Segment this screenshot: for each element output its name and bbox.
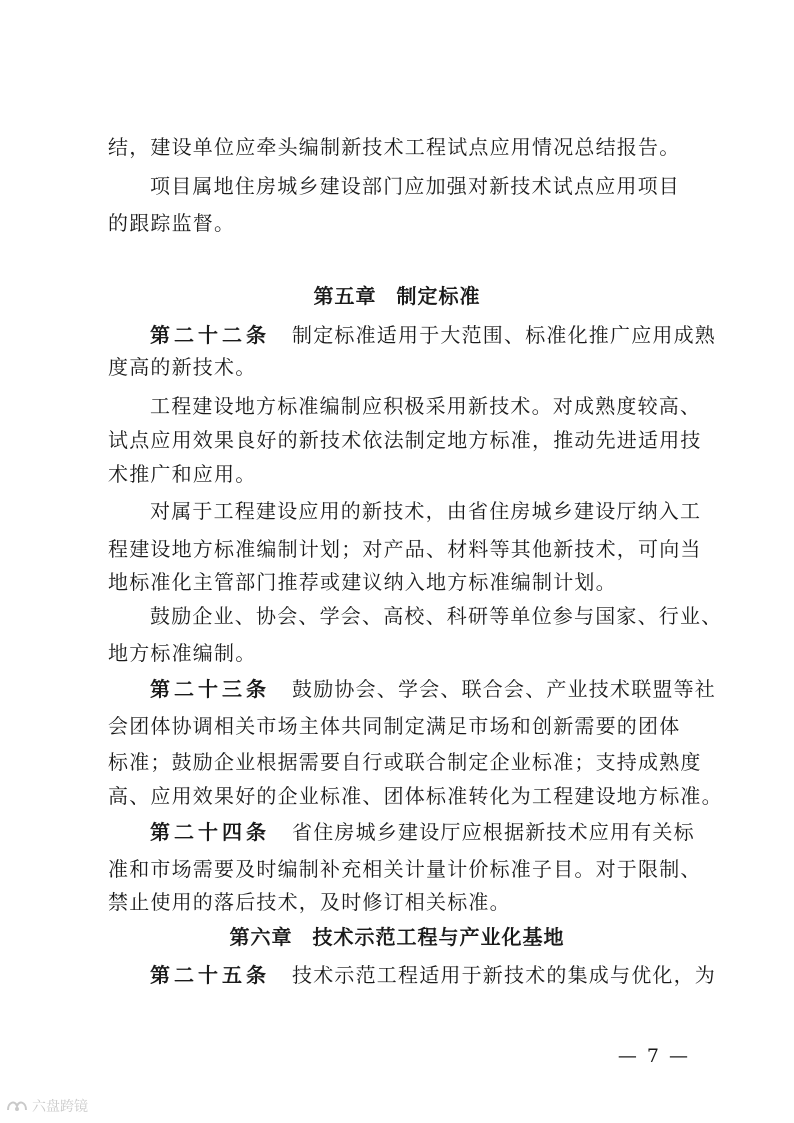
watermark	[6, 1096, 88, 1116]
chapter-heading-6	[0, 924, 794, 950]
text-line: 地标准化主管部门推荐或建议纳入地方标准编制计划。	[108, 570, 617, 594]
chapter-number: 第五章	[313, 284, 377, 308]
article-line	[150, 819, 695, 845]
text-line: 程建设地方标准编制计划；对产品、材料等其他新技术，可向当	[108, 537, 702, 561]
logo-icon	[6, 1098, 28, 1114]
text-line: 项目属地住房城乡建设部门应加强对新技术试点应用项目	[150, 174, 680, 198]
article-line	[150, 676, 716, 702]
article-text: 制定标准适用于大范围、标准化推广应用成熟	[292, 323, 716, 347]
text-line: 鼓励企业、协会、学会、高校、科研等单位参与国家、行业、	[150, 604, 723, 628]
text-line: 会团体协调相关市场主体共同制定满足市场和创新需要的团体	[108, 714, 681, 738]
chapter-title: 制定标准	[396, 284, 481, 308]
chapter-title: 技术示范工程与产业化基地	[312, 925, 565, 949]
text-line: 高、应用效果好的企业标准、团体标准转化为工程建设地方标准。	[108, 784, 723, 808]
article-label: 第二十三条	[150, 677, 270, 701]
watermark-text: 六盘跨镜	[32, 1099, 88, 1115]
chapter-number: 第六章	[229, 925, 293, 949]
text-line: 术推广和应用。	[108, 462, 257, 486]
text-line: 结，建设单位应牵头编制新技术工程试点应用情况总结报告。	[108, 135, 681, 159]
text-line: 标准；鼓励企业根据需要自行或联合制定企业标准；支持成熟度	[108, 750, 702, 774]
article-text: 技术示范工程适用于新技术的集成与优化，为	[292, 963, 716, 987]
article-text: 省住房城乡建设厅应根据新技术应用有关标	[292, 820, 695, 844]
text-line: 对属于工程建设应用的新技术，由省住房城乡建设厅纳入工	[150, 499, 702, 523]
chapter-heading-5	[0, 283, 794, 309]
article-label: 第二十二条	[150, 323, 270, 347]
text-line: 禁止使用的落后技术，及时修订相关标准。	[108, 890, 511, 914]
text-line: 工程建设地方标准编制应积极采用新技术。对成熟度较高、	[150, 394, 702, 418]
article-label: 第二十四条	[150, 820, 270, 844]
article-text: 鼓励协会、学会、联合会、产业技术联盟等社	[292, 677, 716, 701]
text-line: 地方标准编制。	[108, 641, 257, 665]
page-number: — 7 —	[617, 1045, 690, 1067]
article-line	[150, 322, 716, 348]
text-line: 的跟踪监督。	[108, 211, 236, 235]
article-line	[150, 962, 716, 988]
article-label: 第二十五条	[150, 963, 270, 987]
text-line: 度高的新技术。	[108, 355, 257, 379]
text-line: 试点应用效果良好的新技术依法制定地方标准，推动先进适用技	[108, 428, 702, 452]
text-line: 准和市场需要及时编制补充相关计量计价标准子目。对于限制、	[108, 857, 702, 881]
